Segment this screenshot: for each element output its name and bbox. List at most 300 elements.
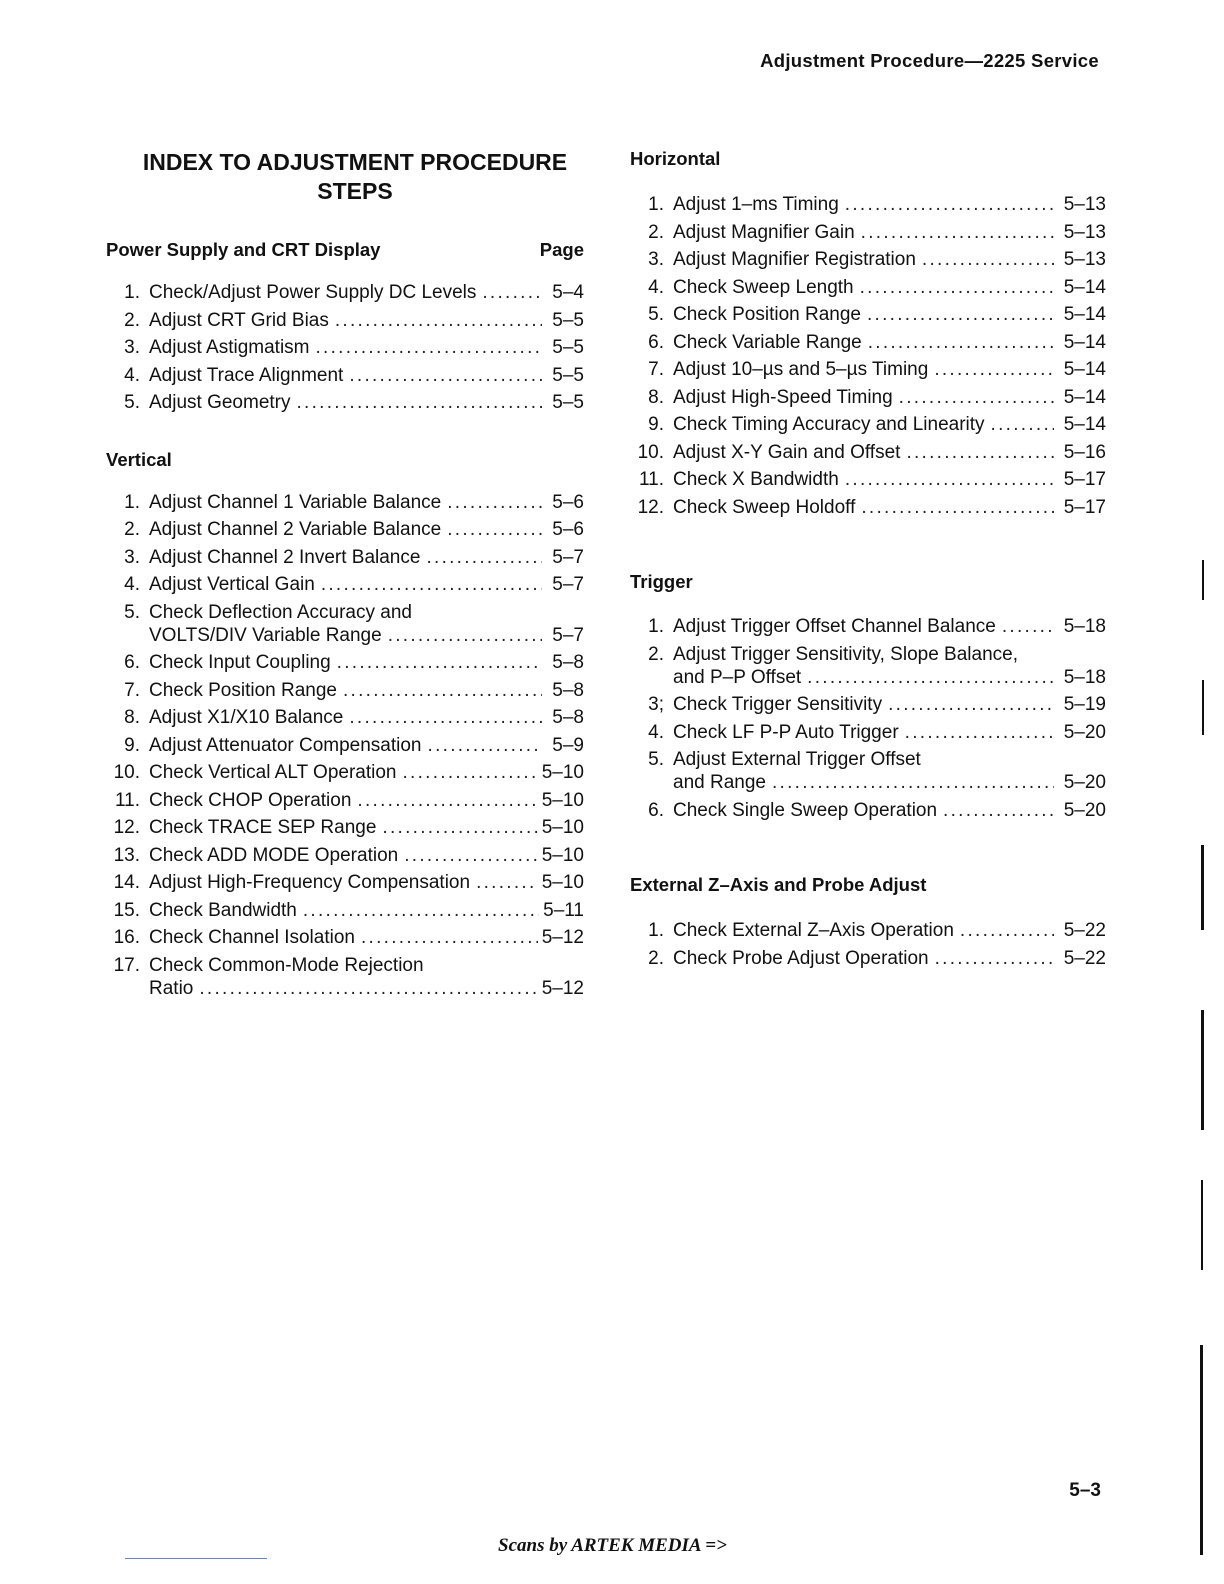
item-row xyxy=(149,759,584,787)
item-body xyxy=(149,897,584,925)
item-body xyxy=(673,466,1106,494)
item-text: Check CHOP Operation xyxy=(149,789,352,811)
list-item xyxy=(106,307,584,335)
item-text: Check Variable Range xyxy=(673,331,862,353)
item-number: 4. xyxy=(648,276,664,298)
item-page-ref: 5–17 xyxy=(1063,496,1106,518)
item-body xyxy=(149,869,584,897)
item-text: Adjust Magnifier Gain xyxy=(673,221,855,243)
item-row xyxy=(673,691,1106,719)
item-row xyxy=(149,516,584,544)
item-row xyxy=(673,411,1106,439)
item-body xyxy=(673,274,1106,302)
item-body xyxy=(149,307,584,335)
list-item xyxy=(106,704,584,732)
item-body xyxy=(673,917,1106,945)
item-body xyxy=(149,489,584,517)
item-number: 7. xyxy=(124,679,140,701)
dot-leader xyxy=(349,704,542,732)
item-page-ref: 5–10 xyxy=(541,844,584,866)
dot-leader xyxy=(297,389,543,417)
item-number: 14. xyxy=(113,872,140,893)
item-body xyxy=(673,748,1106,794)
list-item xyxy=(630,384,1106,412)
item-page-ref: 5–13 xyxy=(1063,194,1106,215)
list-item xyxy=(106,516,584,544)
item-number: 11. xyxy=(638,469,664,490)
item-number: 3. xyxy=(124,546,140,568)
list-item xyxy=(630,945,1106,973)
dot-leader xyxy=(943,797,1054,825)
item-text: Adjust X1/X10 Balance xyxy=(149,707,344,728)
item-body xyxy=(149,544,584,572)
item-body xyxy=(673,613,1106,641)
item-row xyxy=(673,613,1106,641)
left-column xyxy=(106,148,584,1002)
list-item xyxy=(630,356,1106,384)
item-page-ref: 5–22 xyxy=(1063,947,1106,969)
list-item xyxy=(630,917,1106,945)
item-row xyxy=(149,334,584,362)
item-body xyxy=(149,842,584,870)
item-body xyxy=(149,601,584,647)
item-page-ref: 5–5 xyxy=(552,392,584,413)
list-item xyxy=(106,814,584,842)
list-item xyxy=(106,759,584,787)
item-page-ref: 5–11 xyxy=(543,899,584,921)
item-number: 6. xyxy=(648,799,664,821)
item-page-ref: 5–20 xyxy=(1063,772,1106,793)
item-text: Check Trigger Sensitivity xyxy=(673,694,883,715)
list-item xyxy=(630,613,1106,641)
dot-leader xyxy=(343,677,542,705)
dot-leader xyxy=(199,977,537,1000)
item-row xyxy=(149,307,584,335)
item-text: Check Vertical ALT Operation xyxy=(149,762,397,783)
item-row xyxy=(149,571,584,599)
item-row xyxy=(673,274,1106,302)
item-text: Adjust Channel 2 Variable Balance xyxy=(149,519,442,540)
item-text: Adjust Trace Alignment xyxy=(149,364,344,386)
dot-leader xyxy=(960,917,1054,945)
item-text: Check External Z–Axis Operation xyxy=(673,920,954,941)
item-text: Adjust CRT Grid Bias xyxy=(149,309,329,331)
item-row xyxy=(673,494,1106,522)
item-page-ref: 5–10 xyxy=(541,817,584,838)
item-row xyxy=(673,466,1106,494)
item-number: 4. xyxy=(124,364,140,386)
index-title: INDEX TO ADJUSTMENT PROCEDURE STEPS xyxy=(142,149,568,204)
item-text: Ratio xyxy=(149,977,194,999)
list-item xyxy=(630,719,1106,747)
item-row xyxy=(149,897,584,925)
item-row xyxy=(149,814,584,842)
item-number: 7. xyxy=(648,359,664,380)
item-text: Check Position Range xyxy=(149,679,337,701)
item-page-ref: 5–5 xyxy=(552,364,584,386)
item-body xyxy=(149,389,584,417)
item-text: Check Single Sweep Operation xyxy=(673,799,938,821)
dot-leader xyxy=(868,329,1054,357)
list-item xyxy=(106,924,584,952)
item-page-ref: 5–14 xyxy=(1063,304,1106,325)
list-item xyxy=(106,787,584,815)
item-body xyxy=(673,797,1106,825)
list-item xyxy=(630,691,1106,719)
scan-artifact xyxy=(1201,1180,1203,1270)
item-body xyxy=(149,677,584,705)
item-row xyxy=(149,279,584,307)
item-number: 2. xyxy=(648,221,664,243)
item-number: 4. xyxy=(648,721,664,743)
item-body xyxy=(673,494,1106,522)
item-body xyxy=(149,516,584,544)
dot-leader xyxy=(482,279,542,307)
item-row xyxy=(149,544,584,572)
list-item xyxy=(106,869,584,897)
list-item xyxy=(630,494,1106,522)
item-number: 16. xyxy=(113,927,140,948)
item-text: Adjust Attenuator Compensation xyxy=(149,734,422,756)
section-heading-vertical: Vertical xyxy=(106,448,172,470)
item-body xyxy=(673,329,1106,357)
item-page-ref: 5–4 xyxy=(552,282,584,303)
item-page-ref: 5–20 xyxy=(1063,721,1106,743)
item-number: 1. xyxy=(124,491,140,513)
list-item xyxy=(106,571,584,599)
item-page-ref: 5–7 xyxy=(552,624,584,646)
dot-leader xyxy=(905,719,1054,747)
item-page-ref: 5–18 xyxy=(1063,666,1106,688)
item-number: 13. xyxy=(113,844,140,866)
item-row xyxy=(149,677,584,705)
scan-artifact xyxy=(1201,845,1204,930)
item-text: Check X Bandwidth xyxy=(673,469,839,490)
item-number: 1. xyxy=(124,282,140,303)
list-item xyxy=(106,677,584,705)
item-number: 17. xyxy=(113,954,140,976)
dot-leader xyxy=(860,274,1054,302)
dot-leader xyxy=(1002,613,1054,641)
dot-leader xyxy=(321,571,542,599)
item-text: Check ADD MODE Operation xyxy=(149,844,399,866)
dot-leader xyxy=(349,362,542,390)
item-body xyxy=(673,356,1106,384)
section-heading-horizontal: Horizontal xyxy=(630,148,721,169)
item-number: 1. xyxy=(648,616,664,637)
item-body xyxy=(149,704,584,732)
item-page-ref: 5–14 xyxy=(1063,386,1106,408)
item-number: 3; xyxy=(648,694,664,715)
item-number: 2. xyxy=(124,519,140,540)
dot-leader xyxy=(772,771,1054,794)
dot-leader xyxy=(935,945,1054,973)
item-row xyxy=(673,666,1106,689)
item-page-ref: 5–5 xyxy=(552,309,584,331)
item-number: 10. xyxy=(113,762,140,783)
section-heading-external-z-axis: External Z–Axis and Probe Adjust xyxy=(630,874,927,895)
item-number: 5. xyxy=(648,749,664,770)
dot-leader xyxy=(428,732,542,760)
item-body xyxy=(673,439,1106,467)
item-row xyxy=(149,842,584,870)
item-page-ref: 5–13 xyxy=(1063,221,1106,243)
item-body xyxy=(149,571,584,599)
item-row xyxy=(149,732,584,760)
item-page-ref: 5–10 xyxy=(541,789,584,811)
item-page-ref: 5–14 xyxy=(1063,331,1106,353)
item-body xyxy=(149,732,584,760)
item-number: 9. xyxy=(124,734,140,756)
dot-leader xyxy=(845,466,1054,494)
scan-artifact xyxy=(1202,560,1204,600)
item-page-ref: 5–18 xyxy=(1063,616,1106,637)
scan-artifact xyxy=(1200,1345,1203,1555)
item-body xyxy=(673,384,1106,412)
item-body xyxy=(149,759,584,787)
item-row xyxy=(149,389,584,417)
trigger-list xyxy=(630,613,1106,824)
item-row xyxy=(149,787,584,815)
item-row xyxy=(673,191,1106,219)
item-number: 5. xyxy=(124,601,140,623)
list-item xyxy=(106,389,584,417)
item-number: 5. xyxy=(648,304,664,325)
dot-leader xyxy=(303,897,539,925)
dot-leader xyxy=(807,666,1054,689)
item-number: 6. xyxy=(124,652,140,673)
list-item xyxy=(630,301,1106,329)
dot-leader xyxy=(888,691,1054,719)
item-text: Check TRACE SEP Range xyxy=(149,817,377,838)
item-row xyxy=(673,917,1106,945)
list-item xyxy=(106,952,584,1003)
list-item xyxy=(106,732,584,760)
list-item xyxy=(106,362,584,390)
list-item xyxy=(630,246,1106,274)
external-z-axis-list xyxy=(630,917,1106,972)
scan-artifact xyxy=(1202,680,1204,735)
item-page-ref: 5–10 xyxy=(541,872,584,893)
item-page-ref: 5–6 xyxy=(552,491,584,513)
item-body xyxy=(673,301,1106,329)
item-number: 12. xyxy=(637,496,664,518)
item-body xyxy=(149,924,584,952)
item-body xyxy=(149,279,584,307)
item-text-line1: Check Common-Mode Rejection xyxy=(149,954,424,976)
dot-leader xyxy=(861,494,1054,522)
item-number: 1. xyxy=(648,920,664,941)
item-number: 15. xyxy=(113,899,140,921)
item-number: 9. xyxy=(648,414,664,435)
item-row xyxy=(149,704,584,732)
list-item xyxy=(630,219,1106,247)
item-number: 8. xyxy=(648,386,664,408)
item-page-ref: 5–12 xyxy=(541,977,584,999)
item-row xyxy=(673,356,1106,384)
dot-leader xyxy=(316,334,543,362)
item-number: 2. xyxy=(648,947,664,969)
item-page-ref: 5–13 xyxy=(1063,249,1106,270)
vertical-list xyxy=(106,489,584,1003)
list-item xyxy=(106,489,584,517)
list-item xyxy=(106,649,584,677)
item-row xyxy=(149,362,584,390)
item-number: 5. xyxy=(124,392,140,413)
item-page-ref: 5–22 xyxy=(1063,920,1106,941)
item-number: 4. xyxy=(124,574,140,595)
item-row xyxy=(673,301,1106,329)
list-item xyxy=(630,797,1106,825)
dot-leader xyxy=(867,301,1054,329)
item-text: and Range xyxy=(673,772,766,793)
list-item xyxy=(630,411,1106,439)
item-text: Adjust High-Frequency Compensation xyxy=(149,872,471,893)
item-text: Check Sweep Length xyxy=(673,276,854,298)
item-text-line1: Adjust Trigger Sensitivity, Slope Balance, xyxy=(673,643,1018,665)
dot-leader xyxy=(404,842,538,870)
item-row xyxy=(149,649,584,677)
item-body xyxy=(673,691,1106,719)
item-page-ref: 5–14 xyxy=(1063,276,1106,298)
item-text-line1: Check Deflection Accuracy and xyxy=(149,601,412,623)
item-row xyxy=(673,246,1106,274)
item-text: Check Timing Accuracy and Linearity xyxy=(673,414,985,435)
dot-leader xyxy=(357,787,537,815)
item-text: Check LF P-P Auto Trigger xyxy=(673,721,899,743)
dot-leader xyxy=(382,814,537,842)
item-page-ref: 5–5 xyxy=(552,337,584,358)
item-body xyxy=(149,334,584,362)
dot-leader xyxy=(922,246,1054,274)
item-text: Check Probe Adjust Operation xyxy=(673,947,929,969)
item-row xyxy=(149,924,584,952)
dot-leader xyxy=(991,411,1054,439)
item-row xyxy=(149,624,584,647)
dot-leader xyxy=(899,384,1054,412)
running-header: Adjustment Procedure—2225 Service xyxy=(760,50,1099,71)
item-text: Adjust Magnifier Registration xyxy=(673,249,916,270)
item-page-ref: 5–8 xyxy=(552,707,584,728)
dot-leader xyxy=(906,439,1054,467)
list-item xyxy=(106,897,584,925)
item-number: 8. xyxy=(124,707,140,728)
item-page-ref: 5–8 xyxy=(552,679,584,701)
dot-leader xyxy=(388,624,542,647)
item-page-ref: 5–17 xyxy=(1063,469,1106,490)
dot-leader xyxy=(476,869,538,897)
dot-leader xyxy=(402,759,537,787)
list-item xyxy=(630,439,1106,467)
item-text-line1: Adjust External Trigger Offset xyxy=(673,749,921,770)
item-page-ref: 5–6 xyxy=(552,519,584,540)
item-number: 1. xyxy=(648,194,664,215)
item-page-ref: 5–7 xyxy=(552,574,584,595)
item-body xyxy=(149,787,584,815)
list-item xyxy=(630,466,1106,494)
item-page-ref: 5–7 xyxy=(552,546,584,568)
list-item xyxy=(106,599,584,650)
item-page-ref: 5–9 xyxy=(552,734,584,756)
item-body xyxy=(673,643,1106,689)
item-number: 12. xyxy=(113,817,140,838)
dot-leader xyxy=(845,191,1054,219)
power-supply-list xyxy=(106,279,584,417)
dot-leader xyxy=(337,649,542,677)
item-text: Check Input Coupling xyxy=(149,652,331,673)
item-number: 6. xyxy=(648,331,664,353)
item-number: 10. xyxy=(637,441,664,463)
list-item xyxy=(630,641,1106,692)
item-number: 3. xyxy=(124,337,140,358)
item-text: Adjust Vertical Gain xyxy=(149,574,315,595)
horizontal-list xyxy=(630,191,1106,521)
dot-leader xyxy=(447,516,542,544)
item-text: Adjust High-Speed Timing xyxy=(673,386,893,408)
dot-leader xyxy=(447,489,542,517)
item-row xyxy=(673,945,1106,973)
item-page-ref: 5–14 xyxy=(1063,414,1106,435)
item-body xyxy=(673,411,1106,439)
dot-leader xyxy=(426,544,542,572)
item-text: Adjust Channel 1 Variable Balance xyxy=(149,491,442,513)
dot-leader xyxy=(934,356,1054,384)
dot-leader xyxy=(861,219,1054,247)
item-body xyxy=(673,219,1106,247)
item-body xyxy=(673,945,1106,973)
item-row xyxy=(673,329,1106,357)
dot-leader xyxy=(361,924,538,952)
item-number: 11. xyxy=(114,789,140,811)
item-row xyxy=(673,439,1106,467)
item-page-ref: 5–10 xyxy=(541,762,584,783)
item-row xyxy=(149,489,584,517)
item-text: Adjust Trigger Offset Channel Balance xyxy=(673,616,996,637)
right-column xyxy=(630,148,1106,972)
item-text: Check Channel Isolation xyxy=(149,927,355,948)
item-text: Adjust X-Y Gain and Offset xyxy=(673,441,901,463)
item-row xyxy=(673,771,1106,794)
item-page-ref: 5–16 xyxy=(1063,441,1106,463)
scan-credit: Scans by ARTEK MEDIA => xyxy=(498,1535,727,1556)
item-text: and P–P Offset xyxy=(673,666,802,688)
item-text: Adjust Channel 2 Invert Balance xyxy=(149,546,421,568)
page-column-label: Page xyxy=(539,239,584,260)
item-row xyxy=(673,797,1106,825)
item-row xyxy=(149,977,584,1000)
item-body xyxy=(673,191,1106,219)
item-page-ref: 5–12 xyxy=(541,927,584,948)
item-body xyxy=(673,246,1106,274)
list-item xyxy=(106,842,584,870)
item-number: 3. xyxy=(648,249,664,270)
scan-artifact xyxy=(1201,1010,1204,1130)
item-body xyxy=(149,362,584,390)
item-number: 2. xyxy=(648,643,664,665)
item-page-ref: 5–14 xyxy=(1063,359,1106,380)
list-item xyxy=(630,274,1106,302)
list-item xyxy=(630,746,1106,797)
item-body xyxy=(149,649,584,677)
item-page-ref: 5–19 xyxy=(1063,694,1106,715)
dot-leader xyxy=(335,307,542,335)
item-text: Adjust 1–ms Timing xyxy=(673,194,839,215)
link-underline xyxy=(125,1558,267,1559)
list-item xyxy=(630,191,1106,219)
item-number: 2. xyxy=(124,309,140,331)
section-heading-trigger: Trigger xyxy=(630,571,693,592)
item-row xyxy=(673,219,1106,247)
